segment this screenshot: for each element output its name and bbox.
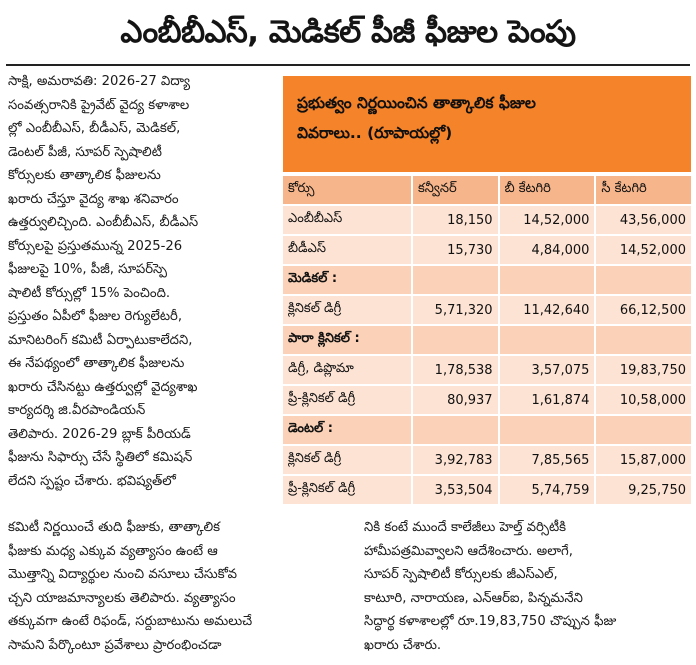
table-header-cell: సీ కేటగిరి	[595, 176, 691, 205]
c-category-fee-cell: 19,83,750	[595, 355, 691, 385]
c-category-fee-cell: 43,56,000	[595, 205, 691, 235]
article-line: ప్రస్తుతం ఏపీలో ఫీజుల రెగ్యులేటరీ,	[8, 309, 183, 324]
table-group-row	[283, 265, 691, 295]
c-category-fee-cell: 15,87,000	[595, 445, 691, 475]
fee-table-title-line: ప్రభుత్వం నిర్ణయించిన తాత్కాలిక ఫీజుల	[297, 94, 536, 112]
course-cell: క్లినికల్ డిగ్రీ	[283, 295, 412, 325]
c-category-fee-cell: 9,25,750	[595, 475, 691, 504]
b-category-fee-cell: 4,84,000	[499, 235, 596, 265]
table-header-cell: కన్వీనర్	[412, 176, 499, 205]
article-bottom-left-column	[8, 516, 356, 657]
article-line: హామీపత్రమివ్వాలని ఆదేశించారు. అలాగే,	[364, 543, 573, 559]
table-group-label: పారా క్లినికల్ :	[283, 325, 412, 355]
c-category-fee-cell: 14,52,000	[595, 235, 691, 265]
article-line: ఉత్తర్వులిచ్చింది. ఎంబీబీఎస్, బీడీఎస్	[8, 215, 199, 230]
table-cell-empty	[595, 325, 691, 355]
article-line: కోర్సులకు తాత్కాలిక ఫీజులను	[8, 168, 161, 183]
table-cell-empty	[499, 325, 596, 355]
article-line: ఈ నేపథ్యంలో తాత్కాలిక ఫీజులను	[8, 356, 185, 371]
course-cell: ఎంబీబీఎస్	[283, 205, 412, 235]
table-header-cell: కోర్సు	[283, 176, 412, 205]
convener-fee-cell: 3,92,783	[412, 445, 499, 475]
c-category-fee-cell: 10,58,000	[595, 385, 691, 415]
course-cell: క్లినికల్ డిగ్రీ	[283, 445, 412, 475]
b-category-fee-cell: 7,85,565	[499, 445, 596, 475]
b-category-fee-cell: 1,61,874	[499, 385, 596, 415]
article-line: కార్యదర్శి జి.వీరపాండియన్	[8, 403, 146, 418]
article-line: సిద్ధార్థ కళాశాలల్లో రూ.19,83,750 చొప్పున ఫీజు	[364, 614, 617, 629]
article-left-column	[8, 70, 276, 493]
b-category-fee-cell: 11,42,640	[499, 295, 596, 325]
table-cell-empty	[499, 265, 596, 295]
article-line: నికి కంటే ముందే కాలేజీలు హెల్త్ వర్సిటీకి	[364, 520, 567, 535]
article-line: ఫీజులపై 10%, పీజీ, సూపర్‌స్పె	[8, 262, 168, 277]
convener-fee-cell: 80,937	[412, 385, 499, 415]
article-line: ఖరారు చేసినట్టు ఉత్తర్వుల్లో వైద్యశాఖ	[8, 379, 198, 395]
table-cell-empty	[595, 265, 691, 295]
fee-table-title-line: వివరాలు.. (రూపాయల్లో)	[297, 124, 453, 142]
article-line: చ్చని యాజమాన్యాలకు తెలిపారు. వ్యత్యాసం	[8, 590, 236, 606]
table-row	[283, 235, 691, 265]
table-row	[283, 355, 691, 385]
article-line: ఖరారు చేశారు.	[364, 637, 442, 653]
article-line: ఫీజును సిఫార్సు చేసే స్థితిలో కమిషన్	[8, 450, 193, 465]
article-line: ఖరారు చేస్తూ వైద్య శాఖ శనివారం	[8, 191, 179, 207]
fee-table-box	[283, 76, 691, 506]
article-bottom-right-column	[364, 516, 690, 657]
article-line: కమిటీ నిర్ణయించే తుది ఫీజుకు, తాత్కాలిక	[8, 520, 220, 535]
article-line: సామని పేర్కొంటూ ప్రవేశాలు ప్రారంభించడా	[8, 637, 222, 653]
table-group-row	[283, 415, 691, 445]
convener-fee-cell: 15,730	[412, 235, 499, 265]
convener-fee-cell: 3,53,504	[412, 475, 499, 504]
article-line: షాలిటీ కోర్సుల్లో 15% పెంచింది.	[8, 285, 171, 301]
b-category-fee-cell: 5,74,759	[499, 475, 596, 504]
fee-table-title	[283, 76, 691, 172]
article-line: మానిటరింగ్ కమిటీ ఏర్పాటుకాలేదని,	[8, 332, 193, 348]
table-cell-empty	[499, 415, 596, 445]
convener-fee-cell: 18,150	[412, 205, 499, 235]
table-row	[283, 295, 691, 325]
b-category-fee-cell: 3,57,075	[499, 355, 596, 385]
course-cell: ప్రీ-క్లినికల్ డిగ్రీ	[283, 475, 412, 504]
table-row	[283, 205, 691, 235]
headline: ఎంబీబీఎస్, మెడికల్ పీజీ ఫీజుల పెంపు	[120, 14, 576, 50]
table-group-label: డెంటల్ :	[283, 415, 412, 445]
article-line: లేదని స్పష్టం చేశారు. భవిష్యత్‌లో	[8, 473, 176, 489]
article-line: సాక్షి, అమరావతి: 2026-27 విద్యా	[8, 74, 191, 89]
table-header-row	[283, 176, 691, 205]
table-row	[283, 445, 691, 475]
table-row	[283, 385, 691, 415]
article-line: ల్లో ఎంబీబీఎస్, బీడీఎస్, మెడికల్,	[8, 121, 181, 136]
table-row	[283, 475, 691, 504]
course-cell: డిగ్రీ, డిప్లొమా	[283, 355, 412, 385]
article-line: మొత్తాన్ని విద్యార్థుల నుంచి వసూలు చేసుకోవ	[8, 567, 237, 582]
table-header-cell: బీ కేటగిరి	[499, 176, 596, 205]
article-line: కాటూరి, నారాయణ, ఎన్‌ఆర్‌ఐ, పిన్నమనేని	[364, 590, 583, 606]
c-category-fee-cell: 66,12,500	[595, 295, 691, 325]
article-line: సూపర్ స్పెషాలిటీ కోర్సులకు జీఎస్‌ఎల్,	[364, 567, 558, 582]
article-line: కోర్సులపై ప్రస్తుతమున్న 2025-26	[8, 238, 183, 254]
convener-fee-cell: 1,78,538	[412, 355, 499, 385]
headline-rule	[6, 64, 690, 66]
article-line: సంవత్సరానికి ప్రైవేట్ వైద్య కళాశాల	[8, 97, 190, 113]
table-cell-empty	[412, 325, 499, 355]
course-cell: ప్రీ-క్లినికల్ డిగ్రీ	[283, 385, 412, 415]
article-line: డెంటల్ పీజీ, సూపర్ స్పెషాలిటీ	[8, 144, 162, 160]
article-line: తెలిపారు. 2026-29 బ్లాక్ పీరియడ్	[8, 426, 191, 442]
table-group-label: మెడికల్ :	[283, 265, 412, 295]
table-group-row	[283, 325, 691, 355]
b-category-fee-cell: 14,52,000	[499, 205, 596, 235]
convener-fee-cell: 5,71,320	[412, 295, 499, 325]
table-cell-empty	[412, 415, 499, 445]
article-line: తక్కువగా ఉంటే రిఫండ్, సర్దుబాటును అమలుచే	[8, 614, 253, 629]
table-cell-empty	[595, 415, 691, 445]
course-cell: బీడీఎస్	[283, 235, 412, 265]
article-line: ఫీజుకు మధ్య ఎక్కువ వ్యత్యాసం ఉంటే ఆ	[8, 543, 218, 559]
table-cell-empty	[412, 265, 499, 295]
fee-table	[283, 176, 691, 504]
